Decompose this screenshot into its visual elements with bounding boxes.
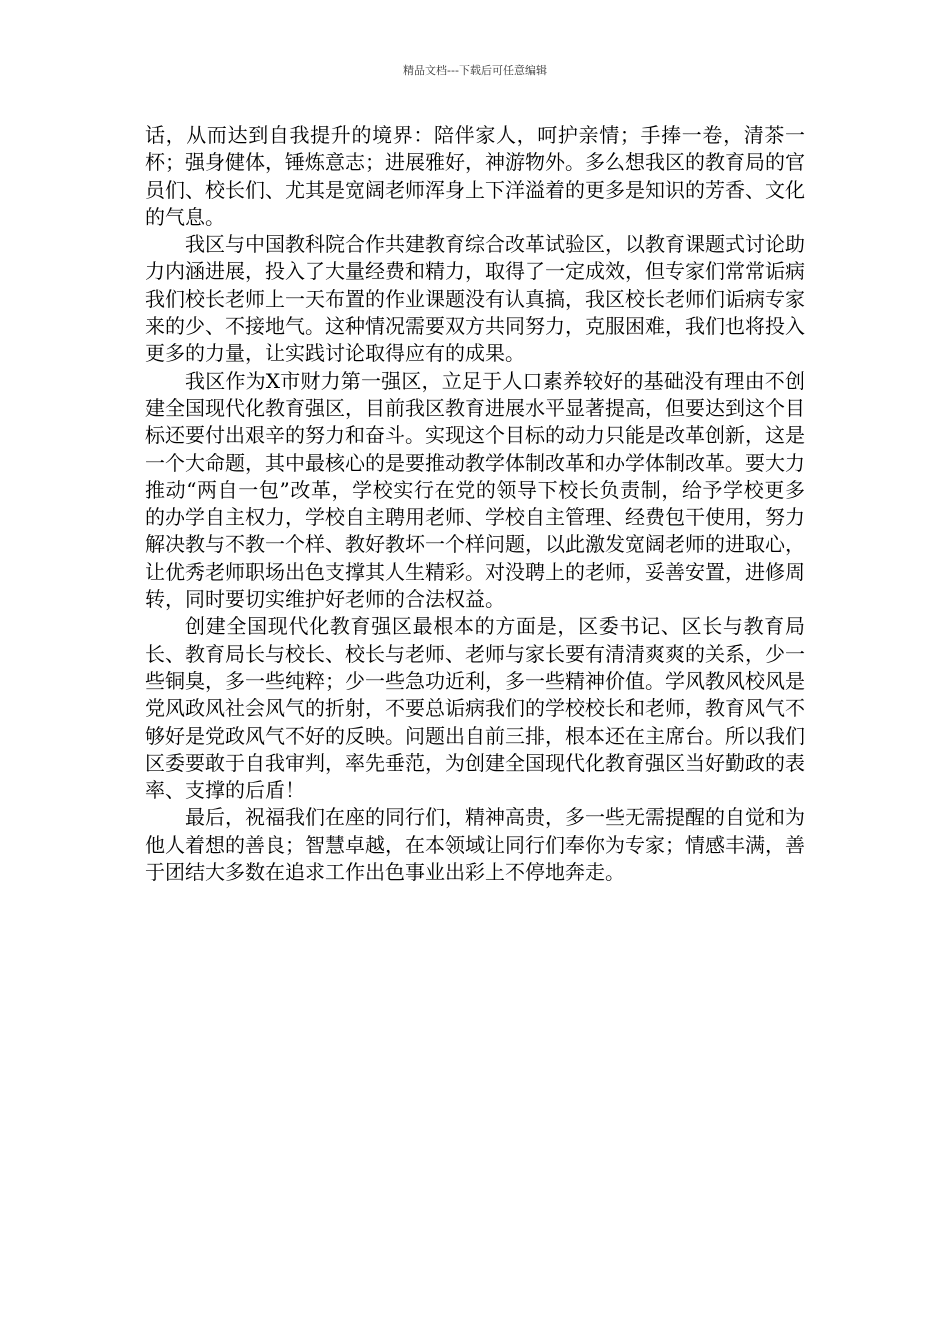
paragraph-4: 创建全国现代化教育强区最根本的方面是，区委书记、区长与教育局长、教育局长与校长、校长与老师、老师与家长要有清清爽爽的关系，少一些铜臭，多一些纯粹；少一些急功近利，多一些精神价值。学风教风校风是党风政风社会风气的折射，不要总诟病我们的学校校长和老师，教育风气不够好是党政风气不好的反映。问题出自前三排，根本还在主席台。所以我们区委要敢于自我审判，率先垂范，为创建全国现代化教育强区当好勤政的表率、支撑的后盾！: [145, 614, 805, 803]
page-header: 精品文档---下载后可任意编辑: [403, 64, 547, 77]
paragraph-5: 最后，祝福我们在座的同行们，精神高贵，多一些无需提醒的自觉和为他人着想的善良；智慧卓越，在本领域让同行们奉你为专家；情感丰满，善于团结大多数在追求工作出色事业出彩上不停地奔走。: [145, 805, 805, 885]
paragraph-2: 我区与中国教科院合作共建教育综合改革试验区，以教育课题式讨论助力内涵进展，投入了大量经费和精力，取得了一定成效，但专家们常常诟病我们校长老师上一天布置的作业课题没有认真搞，我区校长老师们诟病专家来的少、不接地气。这种情况需要双方共同努力，克服困难，我们也将投入更多的力量，让实践讨论取得应有的成果。: [145, 232, 805, 366]
paragraph-3: 我区作为X市财力第一强区，立足于人口素养较好的基础没有理由不创建全国现代化教育强区，目前我区教育进展水平显著提高，但要达到这个目标还要付出艰辛的努力和奋斗。实现这个目标的动力只能是改革创新，这是一个大命题，其中最核心的是要推动教学体制改革和办学体制改革。要大力推动“两自一包”改革，学校实行在党的领导下校长负责制，给予学校更多的办学自主权力，学校自主聘用老师、学校自主管理、经费包干使用，努力解决教与不教一个样、教好教坏一个样问题，以此激发宽阔老师的进取心，让优秀老师职场出色支撑其人生精彩。对没聘上的老师，妥善安置，进修周转，同时要切实维护好老师的合法权益。: [145, 368, 805, 612]
document-body: [145, 122, 805, 886]
paragraph-1: 话，从而达到自我提升的境界：陪伴家人，呵护亲情；手捧一卷，清茶一杯；强身健体，锤炼意志；进展雅好，神游物外。多么想我区的教育局的官员们、校长们、尤其是宽阔老师浑身上下洋溢着的更多是知识的芳香、文化的气息。: [145, 123, 805, 229]
